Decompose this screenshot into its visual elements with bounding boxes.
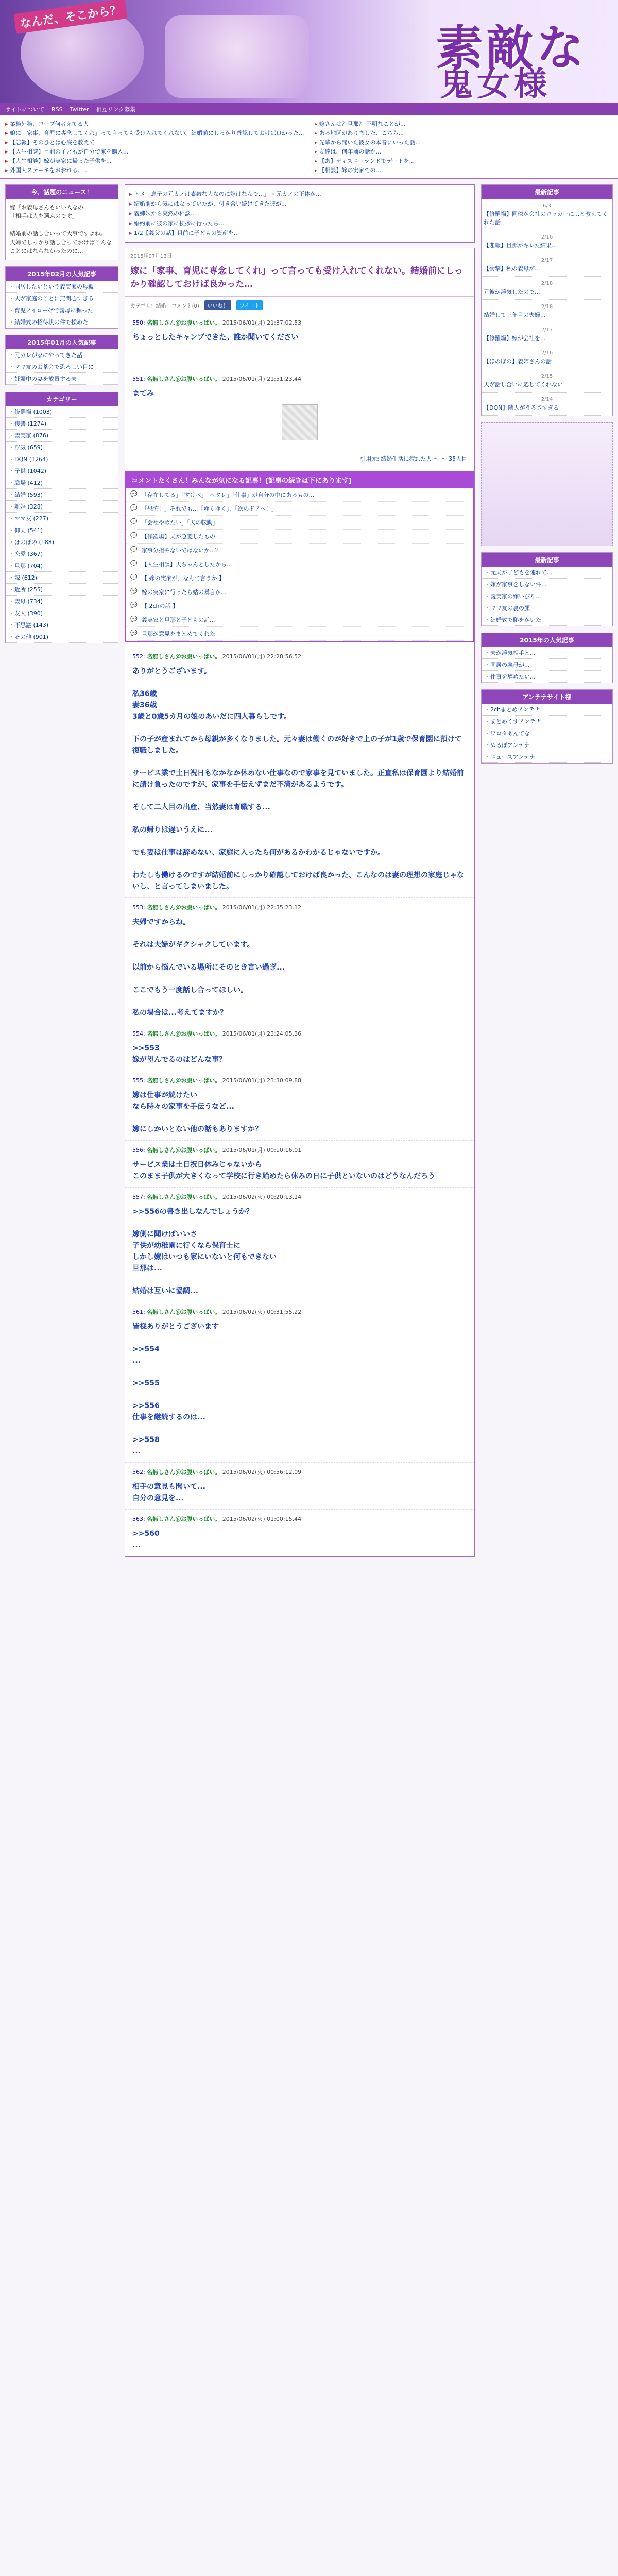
tweet-button[interactable]: ツイート — [236, 300, 263, 310]
entry-date: 2/18 — [541, 304, 553, 310]
category-item[interactable]: ・ 嫁 (612) — [6, 572, 118, 584]
response-name: 名無しさん＠お腹いっぱい。 — [147, 1147, 221, 1154]
antenna-link[interactable]: ・ 2chまとめアンテナ — [482, 704, 612, 716]
latest-title: 最新記事 — [482, 553, 612, 567]
recent-entry[interactable] — [482, 369, 612, 393]
comments-box — [125, 471, 474, 642]
top-links-right — [315, 120, 613, 174]
category-item[interactable]: ・ 浮気 (659) — [6, 442, 118, 453]
list-item[interactable]: ・ 夫が浮気相手と... — [482, 647, 612, 659]
entry-date: 2/16 — [541, 234, 553, 240]
response-name: 名無しさん＠お腹いっぱい。 — [147, 376, 221, 382]
response-name: 名無しさん＠お腹いっぱい。 — [147, 904, 221, 911]
entry-title[interactable]: 【悲報】旦那がキレた結果... — [484, 242, 557, 249]
facebook-like-button[interactable]: いいね！ — [204, 300, 231, 310]
comment-link[interactable]: 💬 旦那が意見をまとめてくれた — [126, 627, 473, 641]
category-item[interactable]: ・ ほのぼの (188) — [6, 536, 118, 548]
comment-link[interactable]: 💬 義実家と旦那と子どもの話... — [126, 613, 473, 627]
top-link[interactable]: ▸ 業務外務、コープ何者えてる人 — [5, 120, 304, 129]
category-item[interactable]: ・ 旦那 (704) — [6, 560, 118, 572]
entry-date: 2/16 — [541, 350, 553, 356]
response — [125, 313, 474, 369]
response — [125, 1071, 474, 1141]
popular-feb-title: 2015年02月の人気記事 — [6, 267, 118, 281]
entry-date: 2/15 — [541, 374, 553, 379]
antenna-link[interactable]: ・ ぬるぽアンテナ — [482, 739, 612, 751]
popular-2015-box — [481, 633, 613, 683]
response-name: 名無しさん＠お腹いっぱい。 — [147, 653, 221, 660]
category-item[interactable]: ・ 結婚 (593) — [6, 489, 118, 501]
news-item[interactable]: ▸ 義姉妹から突然の相談... — [129, 209, 470, 218]
response-number[interactable]: 562: — [132, 1469, 145, 1476]
site-title-line1[interactable]: 素敵な — [435, 20, 587, 76]
list-item[interactable]: ・ 仕事を辞めたい... — [482, 671, 612, 683]
news-item[interactable]: ▸ トメ「息子の元カノは素敵な人なのに嫁はなんで...」→ 元カノの正体が... — [129, 189, 470, 199]
comments-title: コメントたくさん！みんなが気になる記事！[記事の続きは下にあります] — [126, 472, 473, 488]
broken-image-icon — [282, 404, 318, 440]
latest-box — [481, 552, 613, 626]
category-item[interactable]: ・ 復讐 (1274) — [6, 418, 118, 430]
popular-2015-title: 2015年の人気記事 — [482, 633, 612, 647]
response-number[interactable]: 561: — [132, 1309, 145, 1315]
list-item[interactable]: ・ 育児ノイローゼで義母に頼った — [6, 304, 118, 316]
comment-link[interactable]: 💬 嫁の実家に行ったら姑の暴言が... — [126, 585, 473, 599]
response-date: 2015/06/02(火) 00:56:12.09 — [222, 1469, 302, 1476]
response — [125, 1024, 474, 1071]
entry-date: 2/14 — [541, 397, 553, 402]
list-item[interactable]: ・ 妊娠中の妻を放置する夫 — [6, 373, 118, 385]
entry-date: 2/17 — [541, 327, 553, 333]
response-date: 2015/06/01(月) 23:30:09.88 — [222, 1077, 302, 1084]
recent-entry[interactable] — [482, 300, 612, 323]
comment-link[interactable]: 💬 家事分担やないではないか...？ — [126, 544, 473, 557]
article-comment-count[interactable]: コメント(0) — [171, 303, 199, 309]
advertisement[interactable] — [481, 422, 613, 546]
intro-box — [5, 184, 118, 260]
top-link[interactable]: ▸ 嫁さんは？旦那？ 不明なことが... — [315, 120, 613, 129]
main-column — [125, 184, 475, 1563]
response-date: 2015/06/02(火) 01:00:15.44 — [222, 1516, 302, 1522]
response-name: 名無しさん＠お腹いっぱい。 — [147, 1030, 221, 1037]
response-date: 2015/06/01(月) 21:37:02.53 — [222, 319, 302, 326]
recent-title: 最新記事 — [482, 185, 612, 199]
news-item[interactable]: ▸ 結婚前から気にはなっていたが、付き合い続けてきた彼が... — [129, 199, 470, 209]
news-list — [125, 184, 475, 243]
list-item[interactable]: ・ ママ友の裏の顔 — [482, 602, 612, 614]
comment-link[interactable]: 💬 「存在してる」「すけべ」「ヘタレ」「仕事」が自分の中にあるもの... — [126, 488, 473, 502]
category-item[interactable]: ・ ママ友 (227) — [6, 513, 118, 524]
popular-jan-title: 2015年01月の人気記事 — [6, 335, 118, 349]
nav-about[interactable]: サイトについて — [5, 106, 45, 113]
list-item[interactable]: ・ 結婚式で恥をかいた — [482, 614, 612, 626]
top-navbar — [0, 103, 618, 115]
category-item[interactable]: ・ 子供 (1042) — [6, 465, 118, 477]
comment-link[interactable]: 💬 「会社やめたい」「夫の転勤」 — [126, 516, 473, 530]
antenna-link[interactable]: ・ ワロタあんてな — [482, 727, 612, 739]
antenna-link[interactable]: ・ ニュースアンテナ — [482, 751, 612, 763]
recent-entry[interactable] — [482, 230, 612, 253]
response — [125, 1463, 474, 1510]
comment-link[interactable]: 💬 【修羅場】夫が急変したもの — [126, 530, 473, 544]
category-list — [6, 406, 118, 643]
recent-entry[interactable] — [482, 253, 612, 277]
category-item[interactable]: ・ 仰天 (541) — [6, 524, 118, 536]
top-link[interactable]: ▸ 友達は、何年前の話か... — [315, 147, 613, 157]
response-text: 相手の意見も聞いて... 自分の意見を... — [132, 1483, 205, 1502]
category-item[interactable]: ・ 職場 (412) — [6, 477, 118, 489]
top-link[interactable]: ▸ 【悲報】そのひとは心底を教えて — [5, 138, 304, 147]
article-meta — [125, 297, 474, 313]
popular-jan-box — [5, 335, 118, 385]
nav-link-recruit[interactable]: 相互リンク募集 — [96, 106, 136, 113]
entry-date: 2/18 — [541, 281, 553, 286]
comment-link[interactable]: 💬 【人生相談】夫ちゃんとしたから... — [126, 557, 473, 571]
entry-title[interactable]: 【修羅場】同僚が会社のロッカーに...と教えてくれた話 — [484, 211, 608, 226]
response-number[interactable]: 557: — [132, 1194, 145, 1200]
category-item[interactable]: ・ その他 (901) — [6, 631, 118, 643]
intro-title: 今、話題のニュース！ — [6, 185, 118, 199]
intro-text: 嫁「お義母さんもいい人なの」 「相手は人を選ぶのです」 結婚前の話し合いって大事ですよね。 夫婦でしっかり話し合っておけばこんなことにはならなかったのに... — [10, 204, 112, 255]
article-category[interactable]: カテゴリ：結婚 — [130, 303, 166, 309]
response-text: >>560 ... — [132, 1530, 160, 1549]
category-item[interactable]: ・ 近所 (255) — [6, 584, 118, 596]
antenna-box — [481, 689, 613, 764]
recent-entry[interactable] — [482, 346, 612, 369]
response — [125, 1510, 474, 1556]
source-link[interactable]: 引用元: 結婚生活に疲れた人 ～ ～ 35人目 — [360, 455, 467, 462]
antenna-link[interactable]: ・ まとめくすアンテナ — [482, 716, 612, 727]
response-text: 嫁は仕事が続けたい なら時々の家事を手伝うなど... 嫁にしかいとない他の話もありますか？ — [132, 1091, 262, 1133]
entry-title[interactable]: 【衝撃】私の義母が... — [484, 265, 540, 272]
top-link[interactable]: ▸ 先輩から聞いた彼女の本音にいった話... — [315, 138, 613, 147]
news-item[interactable]: ▸ 1/2【義父の話】目前に子どもの資産を... — [129, 228, 470, 238]
recent-entry[interactable] — [482, 393, 612, 416]
response-text: >>556の書き出しなんでしょうか？ 嫁側に聞けばいいさ 子供が幼稚園に行くなら保育士に しかし嫁はいつも家にいないと何もできない 旦那は... 結婚は互いに協調... — [132, 1208, 277, 1295]
response — [125, 369, 474, 451]
site-title-line2[interactable]: 鬼女様 — [440, 65, 551, 103]
response-date: 2015/06/01(月) 21:51:23.44 — [222, 376, 302, 382]
response-number[interactable]: 554: — [132, 1030, 145, 1037]
category-item[interactable]: ・ DQN (1264) — [6, 453, 118, 465]
nav-rss[interactable]: RSS — [52, 106, 63, 113]
top-links — [0, 115, 618, 179]
list-item[interactable]: ・ 結婚式の招待状の件で揉めた — [6, 316, 118, 328]
response-text: >>553 嫁が望んでるのはどんな事？ — [132, 1044, 226, 1064]
recent-entries — [482, 199, 612, 416]
entry-date: 2/17 — [541, 258, 553, 263]
article-title: 嫁に「家事、育児に専念してくれ」って言っても受け入れてくれない。結婚前にしっかり確認しておけば良かった… — [125, 259, 474, 297]
top-link[interactable]: ▸ 【人生相談】嫁が実家に帰った子供を... — [5, 157, 304, 166]
recent-entry[interactable] — [482, 277, 612, 300]
response-number[interactable]: 555: — [132, 1077, 145, 1084]
list-item[interactable]: ・ 同居したいという義実家の母親 — [6, 281, 118, 293]
response-date: 2015/06/01(月) 23:24:05.36 — [222, 1030, 302, 1037]
response-date: 2015/06/01(月) 22:35:23.12 — [222, 904, 302, 911]
response-date: 2015/06/01(月) 00:10:16.01 — [222, 1147, 302, 1154]
response-date: 2015/06/02(火) 00:31:55.22 — [222, 1309, 302, 1315]
response-text: まてみ — [132, 389, 154, 398]
category-item[interactable]: ・ 義母 (734) — [6, 596, 118, 607]
right-sidebar — [481, 184, 613, 1563]
response-number[interactable]: 551: — [132, 376, 145, 382]
response-text: サービス業は土日祝日休みじゃないから このまま子供が大きくなって学校に行き始めたら休みの日に子供といないのはどうなんだろう — [132, 1161, 435, 1180]
top-link[interactable]: ▸ 【あ】ディスニーランドでデートを... — [315, 157, 613, 166]
header-character-image-2 — [165, 15, 309, 98]
response-number[interactable]: 556: — [132, 1147, 145, 1154]
article-date: 2015年07月13日 — [130, 253, 172, 259]
response-name: 名無しさん＠お腹いっぱい。 — [147, 1309, 221, 1315]
response-name: 名無しさん＠お腹いっぱい。 — [147, 1516, 221, 1522]
page-layout — [0, 179, 618, 1568]
response-number[interactable]: 553: — [132, 904, 145, 911]
category-item[interactable]: ・ 不思議 (143) — [6, 619, 118, 631]
list-item[interactable]: ・ 元カレが家にやってきた話 — [6, 349, 118, 361]
recent-entry[interactable] — [482, 323, 612, 346]
response-text: ありがとうございます。 私36歳 妻36歳 3歳と0歳5カ月の娘のあいだに四人暮らしです。 下の子が産まれてから母親が多くなりました。元々妻は働くのが好きで上の子が1歳で保育園に預けて復職しました。 サービス業で土日祝日もなかなか休めない仕事なので家事を見ていました。正直私は保育園より結婚前に請け負ったのですが、家事を手伝えずまだ不満があるようです。 そして二人目の出産、当然妻は育職する... 私の帰りは遅いうえに... でも妻は仕事は辞めない、家庭に入ったら何があるかわかるじゃないですか。 わたしも働けるのですが結婚前にしっかり確認しておけば良かった、こんなのは妻の理想の家庭じゃないし、と言ってしまいました。 — [132, 667, 464, 891]
entry-title[interactable]: 夫が話し合いに応じてくれない — [484, 381, 563, 388]
entry-title[interactable]: 【DQN】隣人がうるさすぎる — [484, 404, 559, 411]
response-text: 夫婦ですからね。 それは夫婦がギクシャクしています。 以前から悩んでいる場所にそのとき言い過ぎ... ここでもう一度話し合ってほしい。 私の場合は...考えてますか？ — [132, 918, 285, 1017]
response-text: ちょっとしたキャンプできた。誰か聞いてください — [132, 333, 299, 342]
news-item[interactable]: ▸ 婚約前に彼の家に挨拶に行ったら... — [129, 218, 470, 228]
category-box — [5, 392, 118, 643]
category-item[interactable]: ・ 義実家 (876) — [6, 430, 118, 442]
response — [125, 898, 474, 1024]
top-links-left — [5, 120, 304, 174]
list-item[interactable]: ・ 夫が家庭のことに無関心すぎる — [6, 293, 118, 304]
category-item[interactable]: ・ 修羅場 (1003) — [6, 406, 118, 418]
comment-link[interactable]: 💬 【 2chの話 】 — [126, 599, 473, 613]
response — [125, 647, 474, 898]
site-header — [0, 0, 618, 103]
comment-link[interactable]: 💬 「恐怖！」それでも...「ゆくゆく」、「次のドアへ！」 — [126, 502, 473, 516]
top-link[interactable]: ▸ 娘に「家事、育児に専念してくれ」って言っても受け入れてくれない。結婚前にしっかり確認しておけば良かった... — [5, 129, 304, 138]
list-item[interactable]: ・ 同居の義母が... — [482, 659, 612, 671]
response — [125, 1188, 474, 1302]
entry-title[interactable]: 結婚して三年目の夫婦... — [484, 312, 546, 318]
entry-title[interactable]: 元彼が浮気したので... — [484, 289, 540, 295]
nav-twitter[interactable]: Twitter — [70, 106, 89, 113]
response — [125, 1302, 474, 1463]
category-item[interactable]: ・ 離婚 (328) — [6, 501, 118, 513]
response-number[interactable]: 550: — [132, 319, 145, 326]
response-date: 2015/06/02(火) 00:20:13.14 — [222, 1194, 302, 1200]
entry-title[interactable]: 【修羅場】嫁が会社を... — [484, 335, 546, 342]
comment-link[interactable]: 💬 【 嫁の実家が、なんて言うか 】 — [126, 571, 473, 585]
response-text: 皆様ありがとうございます >>554 ... >>555 >>556 仕事を継続するのは... >>558 ... — [132, 1323, 219, 1455]
list-item[interactable]: ・ 嫁が家事をしない件... — [482, 579, 612, 590]
list-item[interactable]: ・ 元夫が子どもを連れて... — [482, 567, 612, 579]
top-link[interactable]: ▸ 【相談】嫁の実家での... — [315, 166, 613, 175]
category-item[interactable]: ・ 恋愛 (367) — [6, 548, 118, 560]
response-name: 名無しさん＠お腹いっぱい。 — [147, 319, 221, 326]
top-link[interactable]: ▸ 外国人ステーキをおおれる。... — [5, 166, 304, 175]
category-item[interactable]: ・ 友人 (390) — [6, 607, 118, 619]
left-sidebar — [5, 184, 118, 1563]
response-name: 名無しさん＠お腹いっぱい。 — [147, 1194, 221, 1200]
response-name: 名無しさん＠お腹いっぱい。 — [147, 1077, 221, 1084]
list-item[interactable]: ・ 義実家の嫁いびり... — [482, 590, 612, 602]
post-list — [125, 647, 474, 1556]
response-name: 名無しさん＠お腹いっぱい。 — [147, 1469, 221, 1476]
recent-box — [481, 184, 613, 416]
popular-feb-box — [5, 266, 118, 329]
antenna-title: アンテナサイト様 — [482, 690, 612, 704]
header-tagline: なんだ、そこから？ — [13, 0, 127, 34]
article — [125, 248, 475, 1557]
top-link[interactable]: ▸ 【人生相談】目前の子どもが自分で家を購入... — [5, 147, 304, 157]
top-link[interactable]: ▸ ある地区がありました、こちら... — [315, 129, 613, 138]
response-number[interactable]: 552: — [132, 653, 145, 660]
entry-title[interactable]: 【ほのぼの】義姉さんの話 — [484, 358, 552, 365]
list-item[interactable]: ・ ママ友のお茶会で恐ろしい目に — [6, 361, 118, 373]
response — [125, 1141, 474, 1188]
entry-date: 6/3 — [542, 203, 552, 209]
category-title: カテゴリー — [6, 392, 118, 406]
recent-entry[interactable] — [482, 199, 612, 230]
response-number[interactable]: 563: — [132, 1516, 145, 1522]
response-date: 2015/06/01(月) 22:28:56.52 — [222, 653, 302, 660]
